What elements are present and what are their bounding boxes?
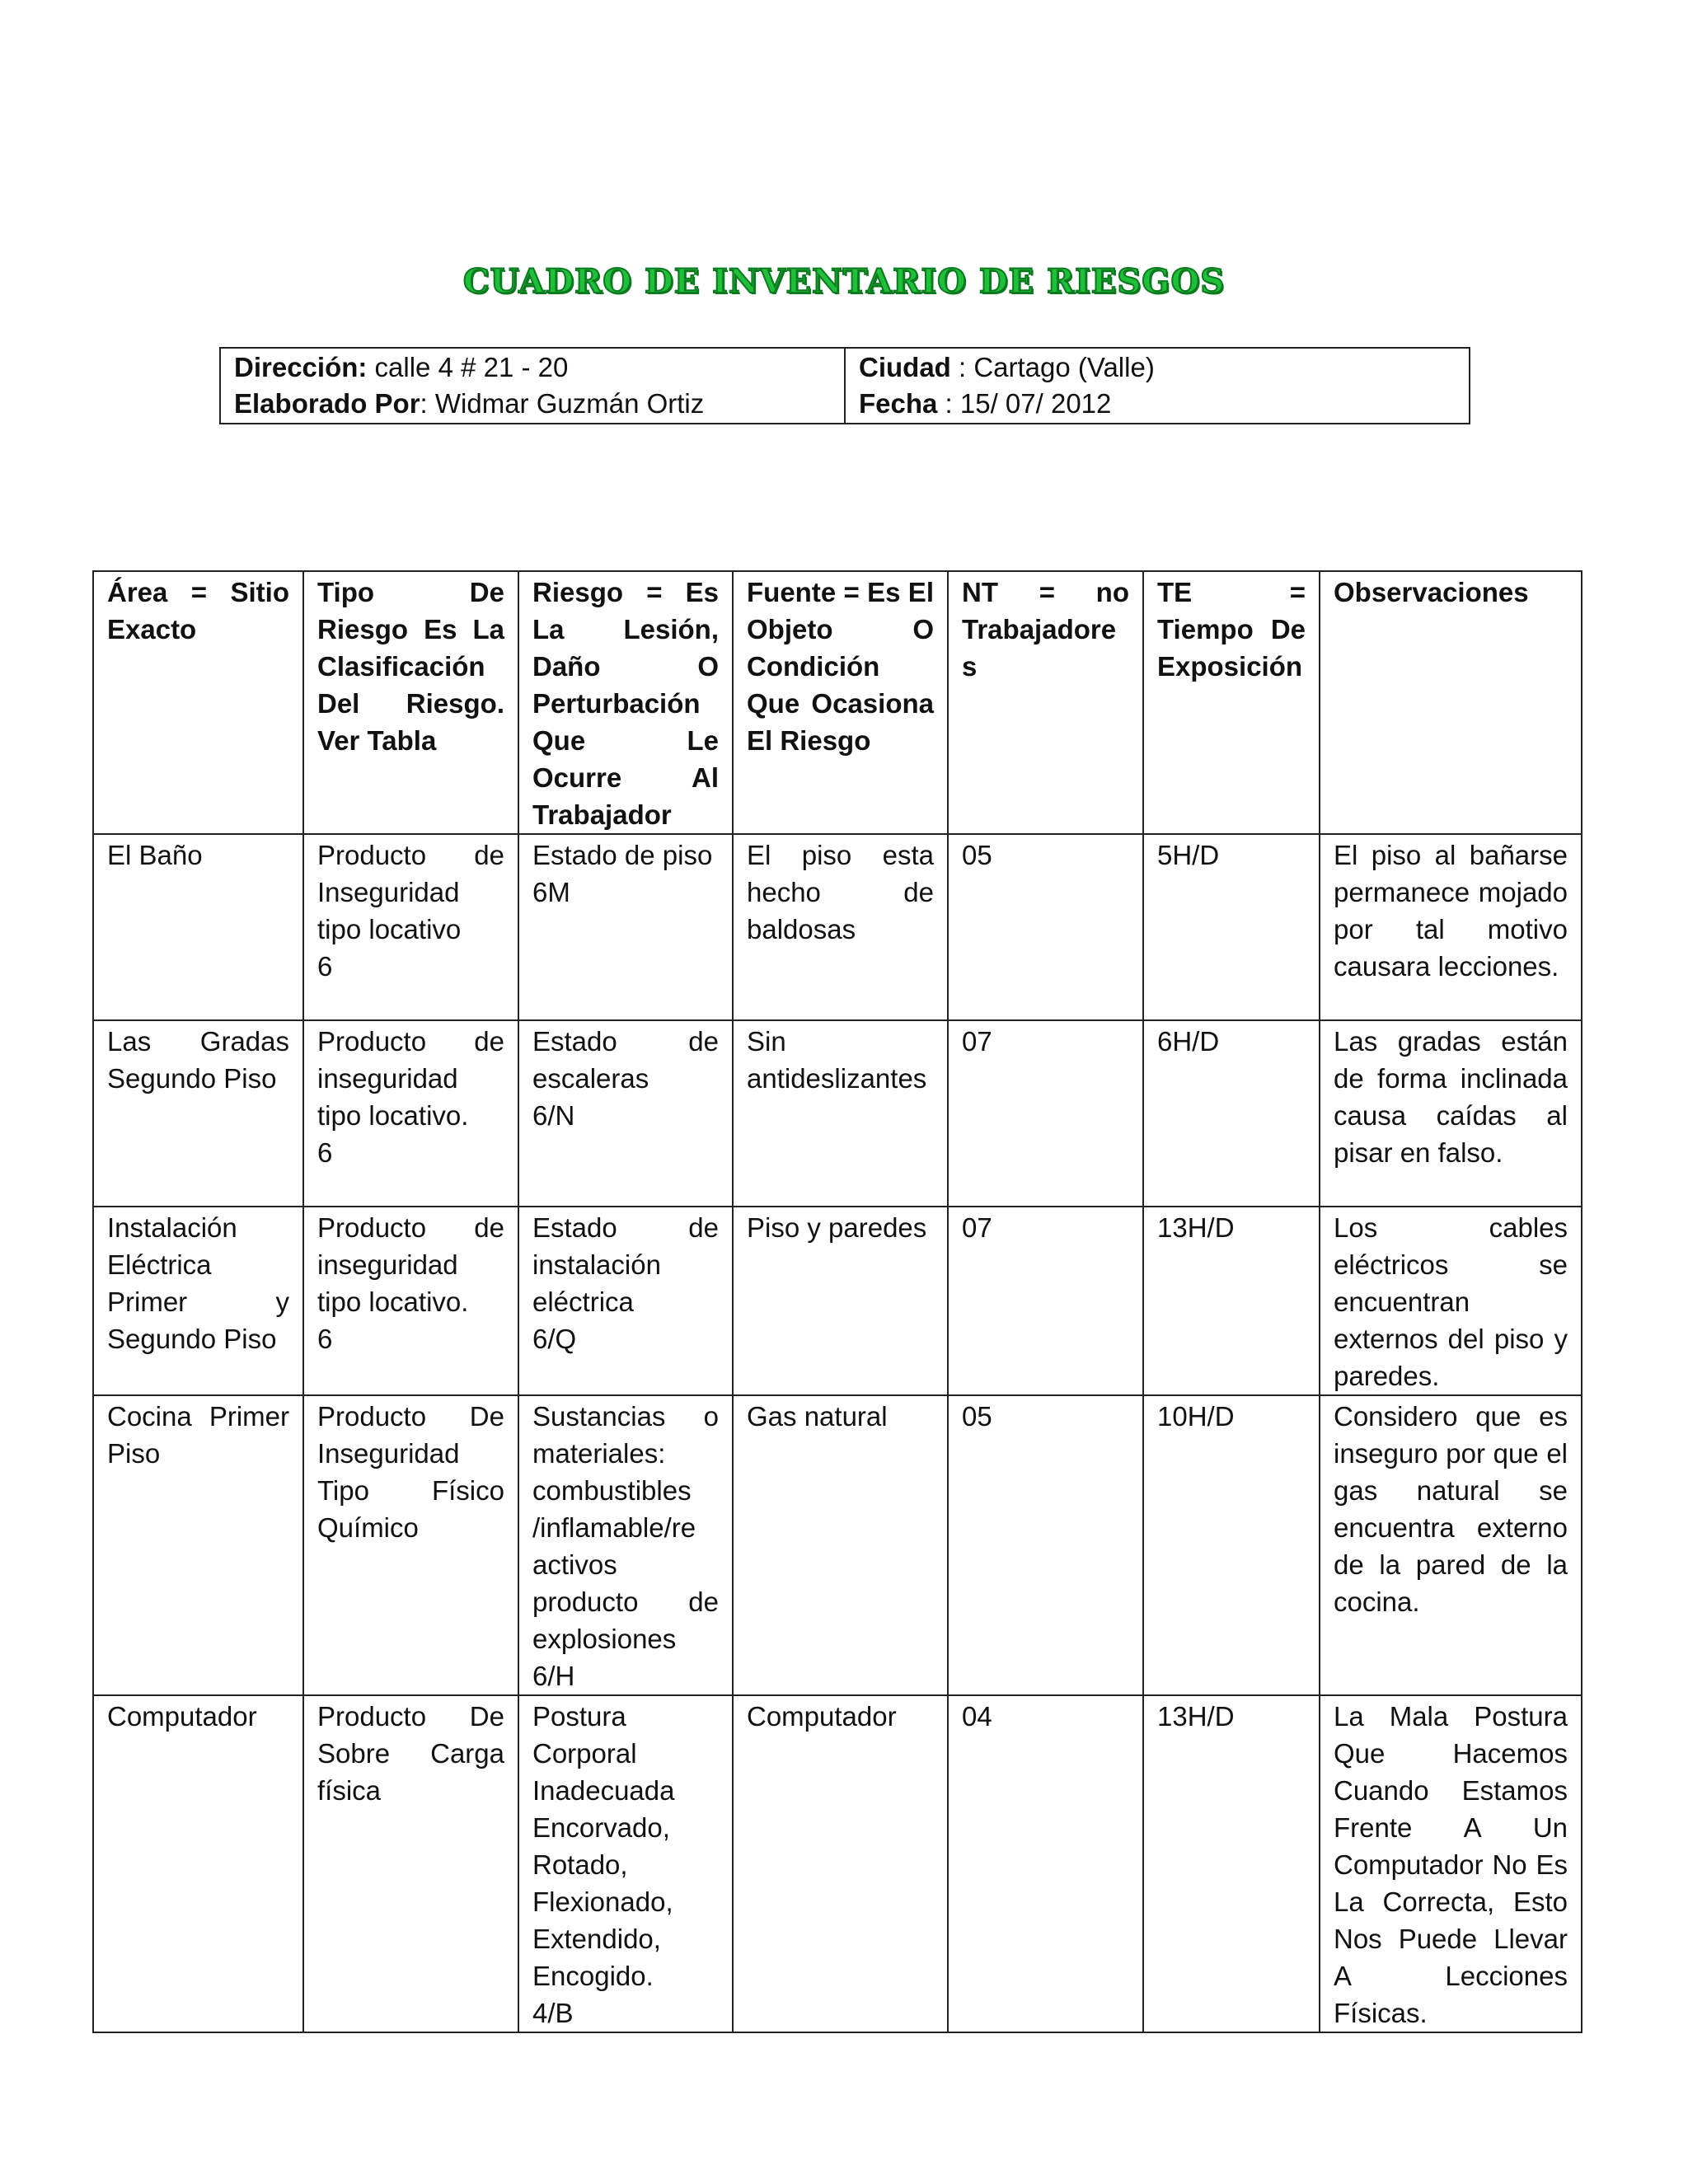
fecha-line bbox=[859, 386, 1456, 422]
fecha-label: Fecha bbox=[859, 388, 938, 419]
direccion-line bbox=[234, 349, 831, 386]
header-observaciones: Observaciones bbox=[1320, 571, 1582, 834]
cell-te: 13H/D bbox=[1143, 1695, 1320, 2032]
risk-inventory-table bbox=[92, 570, 1582, 2033]
cell-tipo: Producto de inseguridad tipo locativo. 6 bbox=[303, 1020, 518, 1207]
cell-nt: 07 bbox=[948, 1207, 1143, 1395]
ciudad-value: : Cartago (Valle) bbox=[950, 352, 1155, 382]
cell-riesgo: Estado de escaleras 6/N bbox=[518, 1020, 733, 1207]
cell-observaciones: Las gradas están de forma inclinada causa caídas al pisar en falso. bbox=[1320, 1020, 1582, 1207]
cell-tipo: Producto de inseguridad tipo locativo. 6 bbox=[303, 1207, 518, 1395]
cell-area: El Baño bbox=[93, 834, 303, 1020]
cell-area: Computador bbox=[93, 1695, 303, 2032]
cell-observaciones: El piso al bañarse permanece mojado por tal motivo causara lecciones. bbox=[1320, 834, 1582, 1020]
table-row bbox=[93, 1695, 1582, 2032]
cell-nt: 04 bbox=[948, 1695, 1143, 2032]
cell-te: 6H/D bbox=[1143, 1020, 1320, 1207]
cell-fuente: Piso y paredes bbox=[733, 1207, 948, 1395]
header-tipo: Tipo De Riesgo Es La Clasificación Del Riesgo. Ver Tabla bbox=[303, 571, 518, 834]
cell-fuente: El piso esta hecho de baldosas bbox=[733, 834, 948, 1020]
info-table bbox=[219, 347, 1470, 424]
cell-nt: 07 bbox=[948, 1020, 1143, 1207]
header-te: TE = Tiempo De Exposición bbox=[1143, 571, 1320, 834]
table-row bbox=[93, 1020, 1582, 1207]
header-nt: NT = no Trabajadores bbox=[948, 571, 1143, 834]
cell-area: Instalación Eléctrica Primer y Segundo Piso bbox=[93, 1207, 303, 1395]
fecha-value: : 15/ 07/ 2012 bbox=[937, 388, 1112, 419]
cell-te: 13H/D bbox=[1143, 1207, 1320, 1395]
cell-observaciones: Los cables eléctricos se encuentran externos del piso y paredes. bbox=[1320, 1207, 1582, 1395]
table-row bbox=[93, 1395, 1582, 1695]
direccion-label: Dirección: bbox=[234, 352, 368, 382]
cell-riesgo: Postura Corporal Inadecuada Encorvado, Rotado, Flexionado, Extendido, Encogido. 4/B bbox=[518, 1695, 733, 2032]
elaborado-label: Elaborado Por bbox=[234, 388, 420, 419]
cell-riesgo: Sustancias o materiales: combustibles /inflamable/re activos producto de explosiones 6/H bbox=[518, 1395, 733, 1695]
cell-area: Cocina Primer Piso bbox=[93, 1395, 303, 1695]
cell-area: Las Gradas Segundo Piso bbox=[93, 1020, 303, 1207]
ciudad-label: Ciudad bbox=[859, 352, 951, 382]
cell-tipo: Producto De Inseguridad Tipo Físico Químico bbox=[303, 1395, 518, 1695]
direccion-value: calle 4 # 21 - 20 bbox=[367, 352, 569, 382]
cell-observaciones: La Mala Postura Que Hacemos Cuando Estamos Frente A Un Computador No Es La Correcta, Esto Nos Puede Llevar A Lecciones Físicas. bbox=[1320, 1695, 1582, 2032]
header-area: Área = Sitio Exacto bbox=[93, 571, 303, 834]
cell-tipo: Producto de Inseguridad tipo locativo 6 bbox=[303, 834, 518, 1020]
table-row bbox=[93, 1207, 1582, 1395]
elaborado-line bbox=[234, 386, 831, 422]
header-fuente: Fuente = Es El Objeto O Condición Que Ocasiona El Riesgo bbox=[733, 571, 948, 834]
cell-tipo: Producto De Sobre Carga física bbox=[303, 1695, 518, 2032]
cell-fuente: Gas natural bbox=[733, 1395, 948, 1695]
cell-te: 10H/D bbox=[1143, 1395, 1320, 1695]
cell-riesgo: Estado de instalación eléctrica 6/Q bbox=[518, 1207, 733, 1395]
info-left-cell bbox=[220, 348, 845, 424]
cell-nt: 05 bbox=[948, 834, 1143, 1020]
elaborado-value: : Widmar Guzmán Ortiz bbox=[420, 388, 705, 419]
ciudad-line bbox=[859, 349, 1456, 386]
cell-nt: 05 bbox=[948, 1395, 1143, 1695]
info-right-cell bbox=[845, 348, 1470, 424]
header-row bbox=[93, 571, 1582, 834]
cell-fuente: Sin antideslizantes bbox=[733, 1020, 948, 1207]
cell-te: 5H/D bbox=[1143, 834, 1320, 1020]
cell-observaciones: Considero que es inseguro por que el gas natural se encuentra externo de la pared de la cocina. bbox=[1320, 1395, 1582, 1695]
cell-fuente: Computador bbox=[733, 1695, 948, 2032]
header-riesgo: Riesgo = Es La Lesión, Daño O Perturbación Que Le Ocurre Al Trabajador bbox=[518, 571, 733, 834]
table-row bbox=[93, 834, 1582, 1020]
document-title: CUADRO DE INVENTARIO DE RIESGOS bbox=[462, 262, 1226, 301]
cell-riesgo: Estado de piso 6M bbox=[518, 834, 733, 1020]
